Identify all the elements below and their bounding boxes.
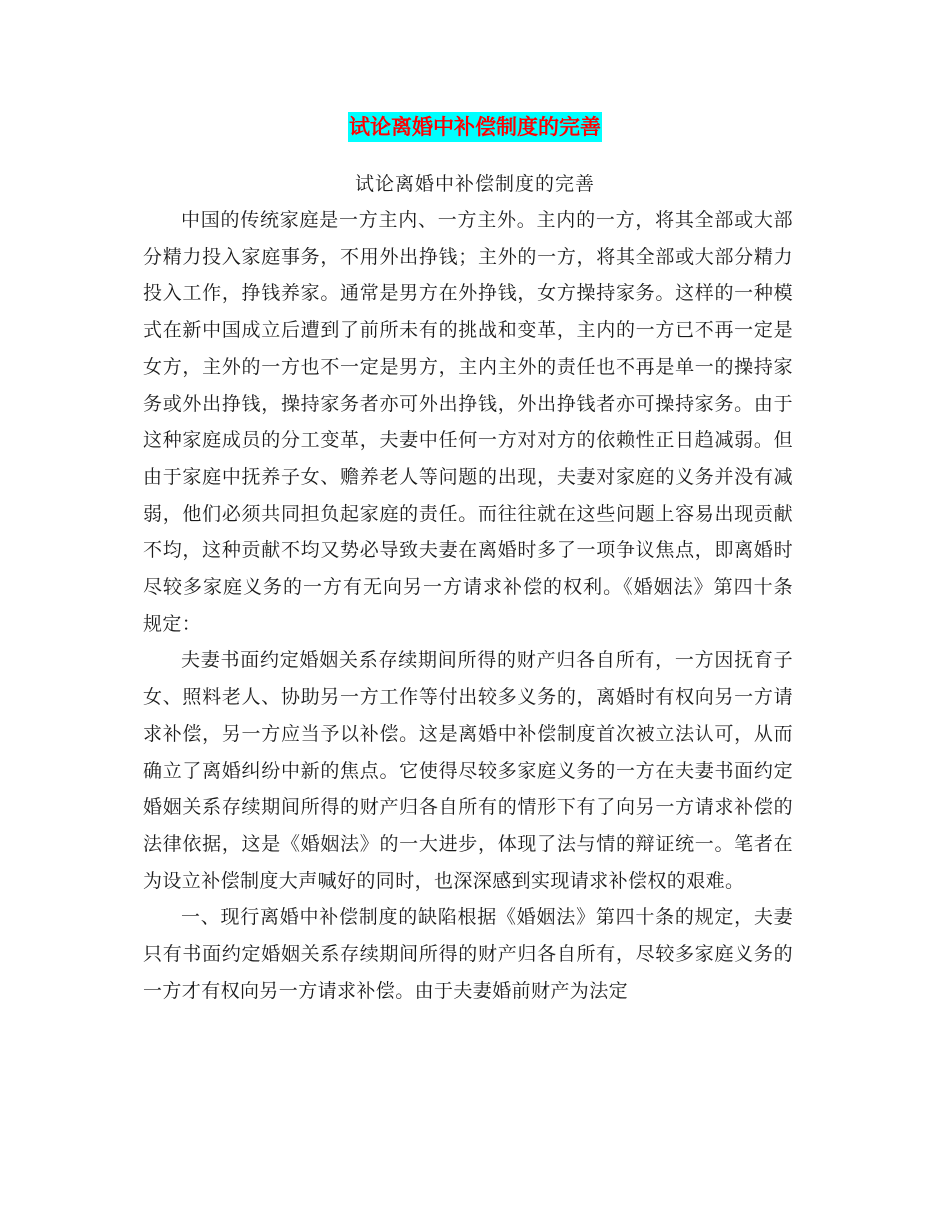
paragraph-1: 中国的传统家庭是一方主内、一方主外。主内的一方，将其全部或大部分精力投入家庭事务，不用外出挣钱；主外的一方，将其全部或大部分精力投入工作，挣钱养家。通常是男方在外挣钱，女方操持家务。这样的一种模式在新中国成立后遭到了前所未有的挑战和变革，主内的一方已不再一定是女方，主外的一方也不一定是男方，主内主外的责任也不再是单一的操持家务或外出挣钱，操持家务者亦可外出挣钱，外出挣钱者亦可操持家务。由于这种家庭成员的分工变革，夫妻中任何一方对对方的依赖性正日趋减弱。但由于家庭中抚养子女、赡养老人等问题的出现，夫妻对家庭的义务并没有减弱，他们必须共同担负起家庭的责任。而往往就在这些问题上容易出现贡献不均，这种贡献不均又势必导致夫妻在离婚时多了一项争议焦点，即离婚时尽较多家庭义务的一方有无向另一方请求补偿的权利。《婚姻法》第四十条规定：: [143, 209, 793, 635]
document-heading: 试论离婚中补偿制度的完善: [348, 112, 602, 142]
paragraph-3: 一、现行离婚中补偿制度的缺陷根据《婚姻法》第四十条的规定，夫妻只有书面约定婚姻关系存续期间所得的财产归各自所有，尽较多家庭义务的一方才有权向另一方请求补偿。由于夫妻婚前财产为法定: [143, 906, 793, 1002]
heading-block: [0, 112, 950, 142]
document-subtitle: 试论离婚中补偿制度的完善: [354, 173, 595, 195]
document-body: [143, 202, 793, 1009]
paragraph-2: 夫妻书面约定婚姻关系存续期间所得的财产归各自所有，一方因抚育子女、照料老人、协助另一方工作等付出较多义务的，离婚时有权向另一方请求补偿，另一方应当予以补偿。这是离婚中补偿制度首次被立法认可，从而确立了离婚纠纷中新的焦点。它使得尽较多家庭义务的一方在夫妻书面约定婚姻关系存续期间所得的财产归各自所有的情形下有了向另一方请求补偿的法律依据，这是《婚姻法》的一大进步，体现了法与情的辩证统一。笔者在为设立补偿制度大声喊好的同时，也深深感到实现请求补偿权的艰难。: [143, 649, 793, 892]
